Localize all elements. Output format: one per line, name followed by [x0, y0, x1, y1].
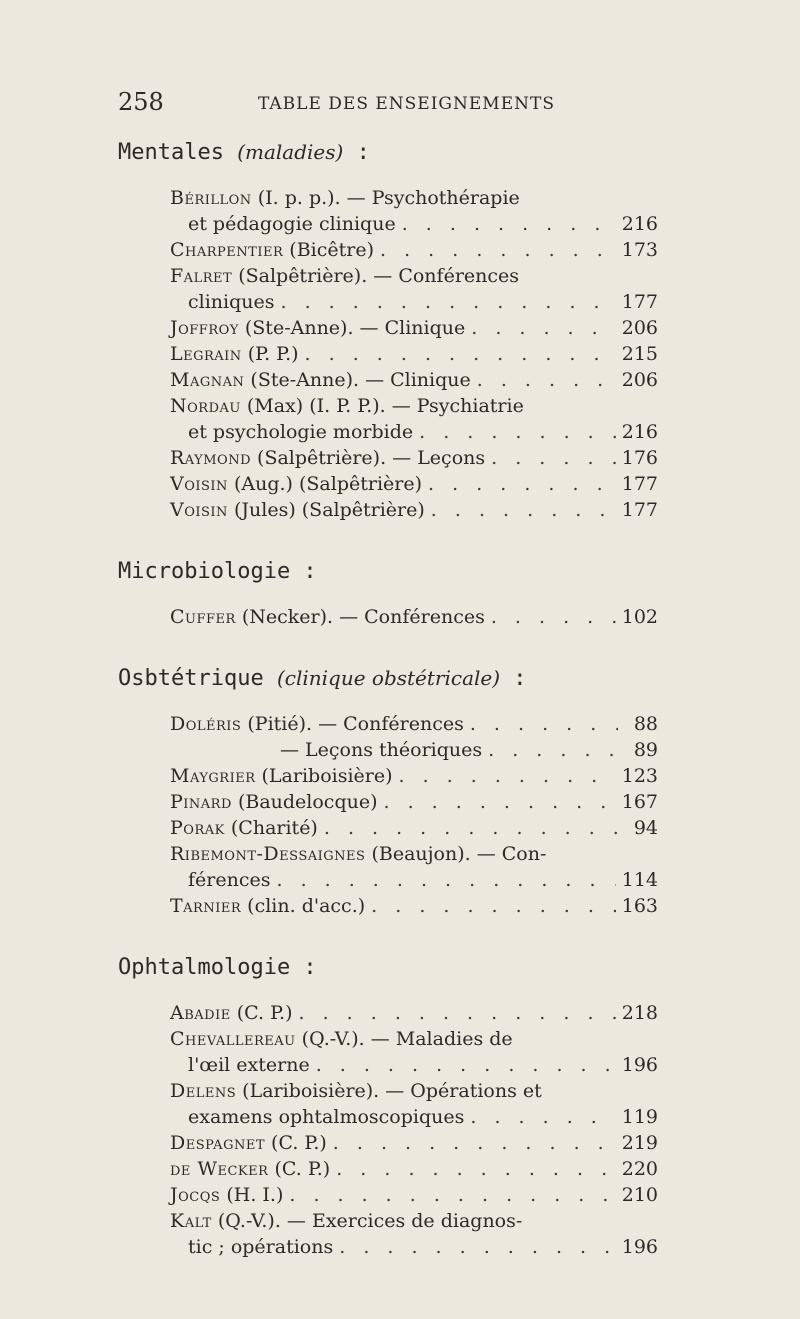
index-entry: Despagnet (C. P.) . . . 219 — [170, 1130, 658, 1156]
page-ref: 196 — [621, 1054, 658, 1076]
page-ref: 218 — [621, 1002, 658, 1024]
page-ref: 206 — [621, 317, 658, 339]
section-obstetrique — [118, 666, 658, 919]
page-ref: 216 — [621, 213, 658, 235]
index-entry: Magnan (Ste-Anne). — Clinique . . . 206 — [170, 367, 658, 393]
page-ref: 210 — [621, 1184, 658, 1206]
index-entry: Bérillon (I. p. p.). — Psychothérapie et pédagogie clinique . . . 216 — [170, 185, 658, 237]
page-ref: 119 — [621, 1106, 658, 1128]
page-ref: 219 — [621, 1132, 658, 1154]
page-ref: 102 — [621, 606, 658, 628]
index-entry: Delens (Lariboisière). — Opérations et examens ophtalmoscopiques . . . 119 — [170, 1078, 658, 1130]
page-ref: 215 — [621, 343, 658, 365]
index-entry: Tarnier (clin. d'acc.) . . . 163 — [170, 893, 658, 919]
page-ref: 177 — [621, 473, 658, 495]
page-ref: 94 — [633, 817, 658, 839]
index-entry: Raymond (Salpêtrière). — Leçons . . . 176 — [170, 445, 658, 471]
running-title: TABLE DES ENSEIGNEMENTS — [258, 94, 555, 114]
section-title: Microbiologie : — [118, 559, 317, 584]
index-entry: Voisin (Aug.) (Salpêtrière) . . . 177 — [170, 471, 658, 497]
index-entry: Joffroy (Ste-Anne). — Clinique . . . 206 — [170, 315, 658, 341]
running-head — [118, 88, 678, 128]
page-ref: 177 — [621, 291, 658, 313]
index-entry: Kalt (Q.-V.). — Exercices de diagnos- tic ; opérations . . . 196 — [170, 1208, 658, 1260]
index-entry: Legrain (P. P.) . . . 215 — [170, 341, 658, 367]
index-entry: Maygrier (Lariboisière) . . . 123 — [170, 763, 658, 789]
section-title: Osbtétrique (clinique obstétricale) : — [118, 666, 527, 691]
page-ref: 176 — [621, 447, 658, 469]
index-entry: Pinard (Baudelocque) . . . 167 — [170, 789, 658, 815]
section-title: Ophtalmologie : — [118, 955, 317, 980]
page-ref: 114 — [621, 869, 658, 891]
index-entry: Voisin (Jules) (Salpêtrière) . . . 177 — [170, 497, 658, 523]
page-ref: 206 — [621, 369, 658, 391]
page-ref: 167 — [621, 791, 658, 813]
page-ref: 177 — [621, 499, 658, 521]
section-mentales — [118, 140, 658, 523]
page-ref: 196 — [621, 1236, 658, 1258]
index-entry: Porak (Charité) . . . 94 — [170, 815, 658, 841]
page-ref: 216 — [621, 421, 658, 443]
index-entry: Abadie (C. P.) . . . 218 — [170, 1000, 658, 1026]
page-number: 258 — [118, 88, 164, 116]
index-entry: Chevallereau (Q.-V.). — Maladies de l'œil externe . . . 196 — [170, 1026, 658, 1078]
page-ref: 173 — [621, 239, 658, 261]
page-ref: 123 — [621, 765, 658, 787]
section-ophtalmologie — [118, 955, 658, 1260]
section-title: Mentales (maladies) : — [118, 140, 370, 165]
page-ref: 163 — [621, 895, 658, 917]
index-entry: Ribemont-Dessaignes (Beaujon). — Con- férences . . . 114 — [170, 841, 658, 893]
index-entry: Falret (Salpêtrière). — Conférences cliniques . . . 177 — [170, 263, 658, 315]
index-content — [118, 140, 658, 1260]
index-entry: Doléris (Pitié). — Conférences . . . 88 — [170, 711, 658, 737]
index-entry: Charpentier (Bicêtre) . . . 173 — [170, 237, 658, 263]
index-entry: — Leçons théoriques . . . 89 — [170, 737, 658, 763]
section-microbiologie — [118, 559, 658, 630]
index-entry: Jocqs (H. I.) . . . 210 — [170, 1182, 658, 1208]
page-ref: 88 — [633, 713, 658, 735]
index-entry: Nordau (Max) (I. P. P.). — Psychiatrie et psychologie morbide . . . 216 — [170, 393, 658, 445]
page-ref: 89 — [633, 739, 658, 761]
index-entry: Cuffer (Necker). — Conférences . . . 102 — [170, 604, 658, 630]
index-entry: de Wecker (C. P.) . . . 220 — [170, 1156, 658, 1182]
page-ref: 220 — [621, 1158, 658, 1180]
